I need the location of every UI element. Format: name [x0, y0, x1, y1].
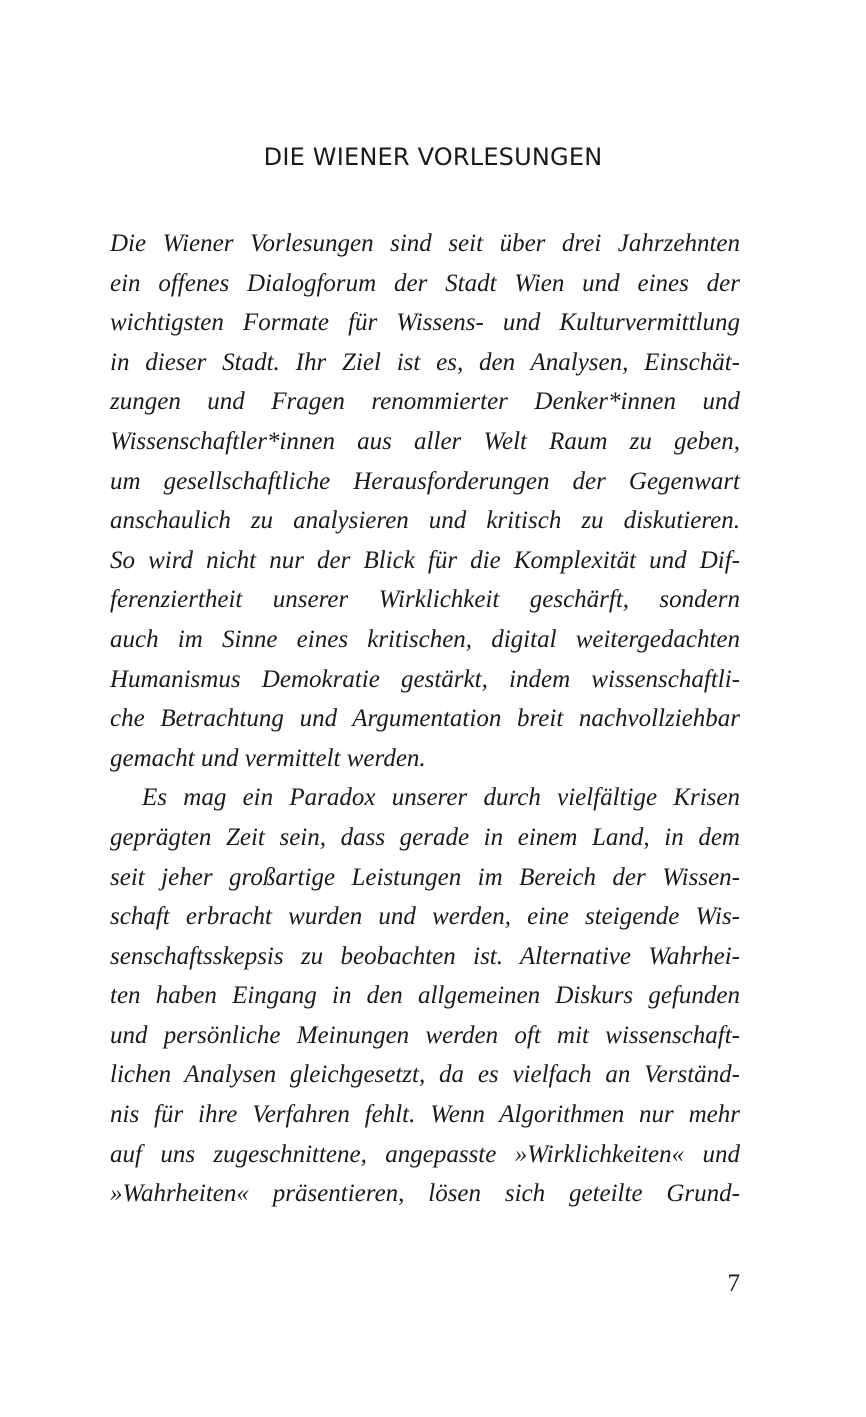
- body-text: [110, 224, 740, 1214]
- text-line: auf uns zugeschnittene, angepasste »Wirklichkeiten« und: [110, 1140, 740, 1168]
- paragraph-1: [110, 224, 740, 778]
- text-line: ten haben Eingang in den allgemeinen Diskurs gefunden: [110, 982, 740, 1010]
- text-line: Humanismus Demokratie gestärkt, indem wissenschaftli-: [110, 665, 740, 693]
- text-line: wichtigsten Formate für Wissens- und Kulturvermittlung: [110, 309, 740, 337]
- text-line: geprägten Zeit sein, dass gerade in einem Land, in dem: [110, 823, 740, 851]
- text-line: zungen und Fragen renommierter Denker*innen und: [110, 388, 740, 416]
- text-line: und persönliche Meinungen werden oft mit wissenschaft-: [110, 1021, 740, 1049]
- text-line: lichen Analysen gleichgesetzt, da es vielfach an Verständ-: [110, 1061, 740, 1089]
- text-line: nis für ihre Verfahren fehlt. Wenn Algorithmen nur mehr: [110, 1101, 740, 1129]
- text-line: um gesellschaftliche Herausforderungen der Gegenwart: [110, 467, 740, 495]
- paragraph-2: [110, 778, 740, 1214]
- text-line: ein offenes Dialogforum der Stadt Wien und eines der: [110, 269, 740, 297]
- text-line: ferenziertheit unserer Wirklichkeit geschärft, sondern: [110, 586, 740, 614]
- text-line: seit jeher großartige Leistungen im Bereich der Wissen-: [110, 863, 740, 891]
- text-line: anschaulich zu analysieren und kritisch zu diskutieren.: [110, 507, 740, 535]
- text-line: Es mag ein Paradox unserer durch vielfältige Krisen: [142, 784, 740, 812]
- text-line: »Wahrheiten« präsentieren, lösen sich geteilte Grund-: [110, 1180, 740, 1208]
- text-line: che Betrachtung und Argumentation breit nachvollziehbar: [110, 705, 740, 733]
- text-line: auch im Sinne eines kritischen, digital weitergedachten: [110, 625, 740, 653]
- text-line: schaft erbracht wurden und werden, eine steigende Wis-: [110, 903, 740, 931]
- text-line: gemacht und vermittelt werden.: [110, 744, 426, 772]
- text-line: Die Wiener Vorlesungen sind seit über drei Jahrzehnten: [110, 230, 740, 257]
- text-line: in dieser Stadt. Ihr Ziel ist es, den Analysen, Einschät-: [110, 348, 740, 376]
- chapter-heading: DIE WIENER VORLESUNGEN: [263, 143, 603, 171]
- text-line: Wissenschaftler*innen aus aller Welt Raum zu geben,: [110, 427, 740, 455]
- text-line: So wird nicht nur der Blick für die Komplexität und Dif-: [110, 546, 740, 574]
- page-number: 7: [727, 1270, 740, 1297]
- text-line: senschaftsskepsis zu beobachten ist. Alternative Wahrhei-: [110, 942, 740, 970]
